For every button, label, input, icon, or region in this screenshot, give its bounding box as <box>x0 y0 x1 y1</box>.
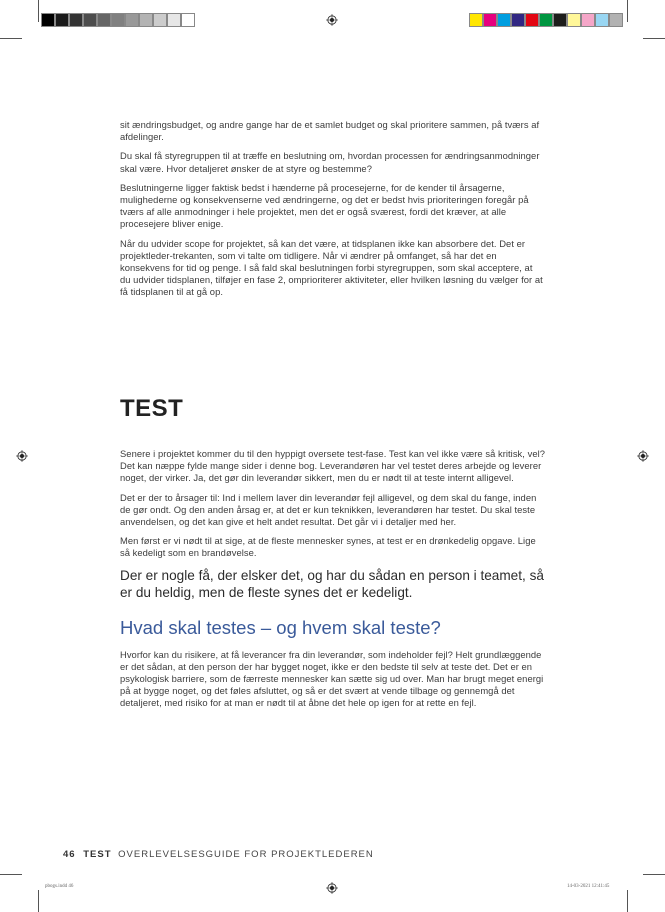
crop-mark <box>0 38 22 39</box>
section-heading: Hvad skal testes – og hvem skal teste? <box>120 616 441 638</box>
running-title: OVERLEVELSESGUIDE FOR PROJEKTLEDEREN <box>118 849 374 860</box>
paragraph: sit ændringsbudget, og andre gange har de et samlet budget og skal prioritere sammen, på tværs af afdelinger. <box>120 119 540 143</box>
color-swatch <box>539 13 553 27</box>
crop-mark <box>38 890 39 912</box>
color-swatch <box>497 13 511 27</box>
paragraph: Når du udvider scope for projektet, så kan det være, at tidsplanen ikke kan absorbere det. Det er projektleder-trekanten, som vi talte om tidligere. Når vi ændrer på omfanget, så har det en konsekvens for tid og penge. I så fald skal beslutningen forbi styregruppen, som skal acceptere, at du udvider tidsplanen, tilføjer en fase 2, omprioriterer aktiviteter, eller hvilken løsning du vælger for at få tidsplanen til at gå op. <box>120 237 543 298</box>
paragraph: Hvorfor kan du risikere, at få leverancer fra din leverandør, som indeholder fejl? Helt grundlæggende er det sådan, at den person der har bygget noget, ikke er den bedste til selv at teste det. Det er en psykologisk barriere, som de færreste mennesker kan sætte sig ud over. Man har brugt meget energi på at bygge noget, og det føles afsluttet, og så er det svært at vende tilbage og gennemgå det detaljeret, med risiko for at man er nødt til at åbne det hele op igen for at rette en fejl. <box>120 648 544 709</box>
color-swatch <box>469 13 483 27</box>
color-swatch <box>111 13 125 27</box>
crop-mark <box>0 874 22 875</box>
color-swatch <box>567 13 581 27</box>
crop-mark <box>627 0 628 22</box>
color-swatch <box>167 13 181 27</box>
crop-mark <box>627 890 628 912</box>
color-swatch <box>595 13 609 27</box>
color-swatch-bar <box>469 13 623 28</box>
color-swatch <box>553 13 567 27</box>
footer-chapter-label: TEST <box>83 849 112 860</box>
paragraph: Senere i projektet kommer du til den hyppigt oversete test-fase. Test kan vel ikke være så kritisk, vel? Det kan næppe fylde mange sider i denne bog. Leverandøren har vel testet deres arbejde og leverer noget, der virker. Ja, det gør din leverandør sikkert, men du er nødt til at teste internt alligevel. <box>120 448 546 484</box>
paragraph: Men først er vi nødt til at sige, at de fleste mennesker synes, at test er en drønkedelig opgave. Lige så kedeligt som en brandøvelse. <box>120 535 536 559</box>
body-text-test <box>120 448 545 717</box>
color-swatch <box>41 13 55 27</box>
registration-mark-icon <box>326 14 338 26</box>
crop-mark <box>643 874 665 875</box>
paragraph: Du skal få styregruppen til at træffe en beslutning om, hvordan processen for ændringsanmodninger skal være. Hvor detaljeret ønsker de at styre og bestemme? <box>120 150 540 174</box>
color-swatch <box>97 13 111 27</box>
lead-quote: Der er nogle få, der elsker det, og har du sådan en person i teamet, så er du heldig, men de fleste synes det er kedeligt. <box>120 567 544 601</box>
paragraph: Det er der to årsager til: Ind i mellem laver din leverandør fejl alligevel, og dem skal du fange, inden de gør ondt. Og den anden årsag er, at det er kun teknikken, leverandøren har testet. Du skal teste anvendelsen, og det kan give et helt andet resultat. Det går vi i detaljer med her. <box>120 491 537 528</box>
crop-mark <box>38 0 39 22</box>
gray-swatch-bar <box>41 13 195 28</box>
color-swatch <box>83 13 97 27</box>
color-swatch <box>181 13 195 27</box>
color-swatch <box>525 13 539 27</box>
page-number: 46 <box>63 849 76 860</box>
color-swatch <box>69 13 83 27</box>
registration-mark-icon <box>326 882 338 894</box>
slug-file-info: pbogs.indd 46 <box>45 884 74 889</box>
running-footer <box>63 849 374 860</box>
registration-mark-icon <box>637 450 649 462</box>
color-swatch <box>55 13 69 27</box>
color-swatch <box>139 13 153 27</box>
color-swatch <box>609 13 623 27</box>
slug-timestamp: 14-03-2021 12:41:45 <box>567 884 610 889</box>
color-swatch <box>511 13 525 27</box>
chapter-title: TEST <box>120 395 184 422</box>
color-swatch <box>153 13 167 27</box>
registration-mark-icon <box>16 450 28 462</box>
crop-mark <box>643 38 665 39</box>
color-swatch <box>125 13 139 27</box>
color-swatch <box>581 13 595 27</box>
paragraph: Beslutningerne ligger faktisk bedst i hænderne på procesejerne, for de kender til årsagerne, mulighederne og konsekvenserne ved ændringerne, og det er bedst hvis prioriteringen foregår på tværs af alle anmodninger i hele projektet, men det er også sværest, fordi det kræver, at alle procesejere bliver enige. <box>120 181 529 230</box>
body-text-top <box>120 119 545 306</box>
color-swatch <box>483 13 497 27</box>
